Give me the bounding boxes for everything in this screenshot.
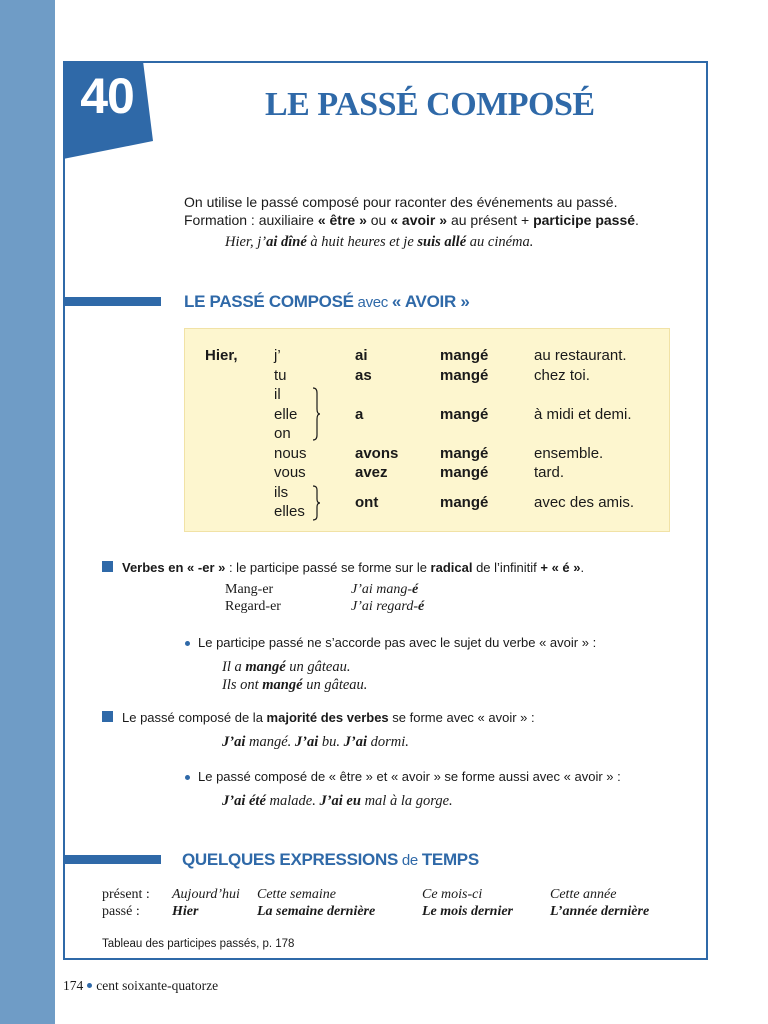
conj-row: nous avons mangé ensemble. bbox=[274, 445, 604, 462]
section-bar-expressions bbox=[63, 855, 161, 864]
infinitive-regard-er: Regard-er bbox=[225, 599, 281, 614]
dot-bullet-icon bbox=[185, 641, 190, 646]
conj-row: elle a mangé à midi et demi. bbox=[274, 406, 632, 423]
side-band bbox=[0, 0, 55, 1024]
chapter-tab bbox=[61, 59, 156, 161]
conjugation-box bbox=[184, 328, 670, 532]
conj-row: il bbox=[274, 386, 281, 403]
brace-il-elle-on bbox=[311, 387, 321, 441]
expr-past-3: Le mois dernier bbox=[422, 904, 513, 919]
label-past: passé : bbox=[102, 904, 140, 919]
conj-row: ils bbox=[274, 484, 289, 501]
conj-row: on bbox=[274, 425, 291, 442]
example-il-a-mange: Il a mangé un gâteau. bbox=[222, 659, 351, 675]
note-accord: Le participe passé ne s’accorde pas avec le sujet du verbe « avoir » : bbox=[198, 635, 597, 650]
rule-majorite: Le passé composé de la majorité des verbes se forme avec « avoir » : bbox=[122, 710, 535, 725]
expr-past-1: Hier bbox=[172, 904, 199, 919]
brace-ils-elles bbox=[311, 485, 321, 521]
section-heading-expressions: QUELQUES EXPRESSIONS de TEMPS bbox=[182, 850, 479, 869]
footer-dot-icon bbox=[87, 983, 92, 988]
expr-present-2: Cette semaine bbox=[257, 887, 336, 902]
example-jai-ete-malade: J’ai été malade. J’ai eu mal à la gorge. bbox=[222, 793, 453, 809]
expr-past-2: La semaine dernière bbox=[257, 904, 376, 919]
dot-bullet-icon bbox=[185, 775, 190, 780]
expr-present-1: Aujourd’hui bbox=[172, 887, 240, 902]
pp-mange: J’ai mang-é bbox=[351, 582, 419, 597]
page-footer bbox=[63, 978, 218, 994]
conj-row: tu as mangé chez toi. bbox=[274, 367, 590, 384]
expr-present-4: Cette année bbox=[550, 887, 617, 902]
square-bullet-icon bbox=[102, 561, 113, 572]
expr-present-3: Ce mois-ci bbox=[422, 887, 483, 902]
conj-row: vous avez mangé tard. bbox=[274, 464, 565, 481]
note-etre-avoir: Le passé composé de « être » et « avoir » se forme aussi avec « avoir » : bbox=[198, 769, 621, 784]
conj-row: elles bbox=[274, 503, 305, 520]
intro-line-1: On utilise le passé composé pour raconter des événements au passé. bbox=[184, 194, 618, 210]
page-number-words: cent soixante-quatorze bbox=[96, 978, 219, 993]
square-bullet-icon bbox=[102, 711, 113, 722]
intro-example: Hier, j’ai dîné à huit heures et je suis allé au cinéma. bbox=[225, 234, 534, 250]
label-present: présent : bbox=[102, 887, 150, 902]
section-heading-avoir: LE PASSÉ COMPOSÉ avec « AVOIR » bbox=[184, 292, 470, 311]
intro-line-2: Formation : auxiliaire « être » ou « avoir » au présent + participe passé. bbox=[184, 212, 639, 228]
example-ils-ont-mange: Ils ont mangé un gâteau. bbox=[222, 677, 368, 693]
conj-row: Hier, j’ ai mangé au restaurant. bbox=[205, 347, 627, 364]
intro bbox=[184, 193, 684, 251]
section-bar-avoir bbox=[63, 297, 161, 306]
rule-verbes-er: Verbes en « -er » : le participe passé se forme sur le radical de l’infinitif + « é ». bbox=[122, 560, 585, 575]
page-title: LE PASSÉ COMPOSÉ bbox=[265, 86, 595, 123]
pp-regarde: J’ai regard-é bbox=[351, 599, 425, 614]
example-jai-mange-bu-dormi: J’ai mangé. J’ai bu. J’ai dormi. bbox=[222, 734, 409, 750]
expr-past-4: L’année dernière bbox=[550, 904, 650, 919]
infinitive-mang-er: Mang-er bbox=[225, 582, 274, 597]
reference-note: Tableau des participes passés, p. 178 bbox=[102, 938, 295, 950]
chapter-number: 40 bbox=[80, 68, 134, 124]
page-number: 174 bbox=[63, 978, 84, 993]
conj-row-ont: ont mangé avec des amis. bbox=[355, 494, 635, 511]
